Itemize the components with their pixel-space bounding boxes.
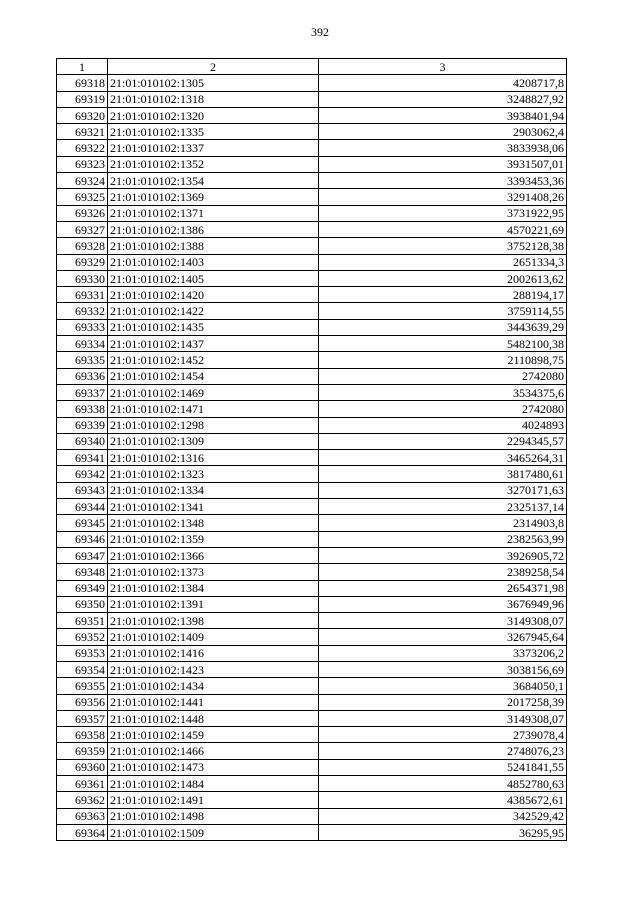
cadastral-number: 21:01:010102:1354 <box>108 173 319 189</box>
cadastral-number: 21:01:010102:1320 <box>108 107 319 123</box>
table-header <box>57 59 567 75</box>
cadastral-number: 21:01:010102:1437 <box>108 336 319 352</box>
cadastral-number: 21:01:010102:1473 <box>108 759 319 775</box>
table-row <box>57 384 567 400</box>
cadastral-number: 21:01:010102:1334 <box>108 482 319 498</box>
row-number: 69318 <box>57 75 108 91</box>
table-row <box>57 645 567 661</box>
cadastral-number: 21:01:010102:1398 <box>108 613 319 629</box>
cadastral-value: 2110898,75 <box>319 352 567 368</box>
cadastral-number: 21:01:010102:1459 <box>108 727 319 743</box>
row-number: 69336 <box>57 368 108 384</box>
table-row <box>57 694 567 710</box>
table-row <box>57 531 567 547</box>
cadastral-value: 2294345,57 <box>319 433 567 449</box>
table-row <box>57 450 567 466</box>
table-row <box>57 189 567 205</box>
header-row <box>57 59 567 75</box>
cadastral-number: 21:01:010102:1471 <box>108 401 319 417</box>
row-number: 69357 <box>57 710 108 726</box>
cadastral-number: 21:01:010102:1323 <box>108 466 319 482</box>
cadastral-value: 2742080 <box>319 368 567 384</box>
table-row <box>57 417 567 433</box>
table-row <box>57 107 567 123</box>
cadastral-number: 21:01:010102:1434 <box>108 678 319 694</box>
table-row <box>57 499 567 515</box>
cadastral-number: 21:01:010102:1316 <box>108 450 319 466</box>
table-row <box>57 124 567 140</box>
row-number: 69355 <box>57 678 108 694</box>
cadastral-number: 21:01:010102:1335 <box>108 124 319 140</box>
row-number: 69359 <box>57 743 108 759</box>
cadastral-value: 5482100,38 <box>319 336 567 352</box>
row-number: 69329 <box>57 254 108 270</box>
cadastral-number: 21:01:010102:1348 <box>108 515 319 531</box>
cadastral-number: 21:01:010102:1416 <box>108 645 319 661</box>
table-row <box>57 613 567 629</box>
cadastral-value: 2325137,14 <box>319 499 567 515</box>
row-number: 69333 <box>57 319 108 335</box>
cadastral-value: 288194,17 <box>319 287 567 303</box>
table-row <box>57 547 567 563</box>
row-number: 69324 <box>57 173 108 189</box>
row-number: 69350 <box>57 596 108 612</box>
row-number: 69338 <box>57 401 108 417</box>
row-number: 69354 <box>57 661 108 677</box>
row-number: 69339 <box>57 417 108 433</box>
table-row <box>57 91 567 107</box>
table-row <box>57 205 567 221</box>
cadastral-number: 21:01:010102:1388 <box>108 238 319 254</box>
row-number: 69363 <box>57 808 108 824</box>
table-row <box>57 678 567 694</box>
page-number: 392 <box>311 25 329 39</box>
cadastral-value: 3684050,1 <box>319 678 567 694</box>
cadastral-number: 21:01:010102:1423 <box>108 661 319 677</box>
table-row <box>57 580 567 596</box>
cadastral-value: 5241841,55 <box>319 759 567 775</box>
cadastral-value: 3393453,36 <box>319 173 567 189</box>
row-number: 69319 <box>57 91 108 107</box>
cadastral-value: 3676949,96 <box>319 596 567 612</box>
row-number: 69345 <box>57 515 108 531</box>
cadastral-value: 2742080 <box>319 401 567 417</box>
cadastral-number: 21:01:010102:1403 <box>108 254 319 270</box>
cadastral-number: 21:01:010102:1466 <box>108 743 319 759</box>
cadastral-value: 3931507,01 <box>319 156 567 172</box>
table-row <box>57 776 567 792</box>
cadastral-value-table <box>56 58 567 841</box>
cadastral-number: 21:01:010102:1491 <box>108 792 319 808</box>
table-row <box>57 336 567 352</box>
table-row <box>57 629 567 645</box>
cadastral-number: 21:01:010102:1435 <box>108 319 319 335</box>
cadastral-value: 3534375,6 <box>319 384 567 400</box>
cadastral-value: 3752128,38 <box>319 238 567 254</box>
table-row <box>57 596 567 612</box>
table-row <box>57 140 567 156</box>
cadastral-number: 21:01:010102:1509 <box>108 824 319 840</box>
row-number: 69358 <box>57 727 108 743</box>
row-number: 69360 <box>57 759 108 775</box>
cadastral-number: 21:01:010102:1498 <box>108 808 319 824</box>
column-header-1: 1 <box>57 59 108 75</box>
row-number: 69356 <box>57 694 108 710</box>
cadastral-number: 21:01:010102:1366 <box>108 547 319 563</box>
row-number: 69344 <box>57 499 108 515</box>
cadastral-value: 2748076,23 <box>319 743 567 759</box>
cadastral-value: 3759114,55 <box>319 303 567 319</box>
cadastral-number: 21:01:010102:1298 <box>108 417 319 433</box>
cadastral-value: 3926905,72 <box>319 547 567 563</box>
table-row <box>57 792 567 808</box>
row-number: 69348 <box>57 564 108 580</box>
cadastral-value: 342529,42 <box>319 808 567 824</box>
table-row <box>57 824 567 840</box>
row-number: 69334 <box>57 336 108 352</box>
cadastral-value: 3291408,26 <box>319 189 567 205</box>
cadastral-value: 3817480,61 <box>319 466 567 482</box>
cadastral-value: 2382563,99 <box>319 531 567 547</box>
cadastral-value: 36295,95 <box>319 824 567 840</box>
row-number: 69347 <box>57 547 108 563</box>
row-number: 69321 <box>57 124 108 140</box>
row-number: 69326 <box>57 205 108 221</box>
cadastral-value: 4385672,61 <box>319 792 567 808</box>
table-row <box>57 743 567 759</box>
table-row <box>57 221 567 237</box>
cadastral-number: 21:01:010102:1305 <box>108 75 319 91</box>
row-number: 69323 <box>57 156 108 172</box>
row-number: 69364 <box>57 824 108 840</box>
row-number: 69325 <box>57 189 108 205</box>
row-number: 69361 <box>57 776 108 792</box>
row-number: 69346 <box>57 531 108 547</box>
cadastral-value: 3373206,2 <box>319 645 567 661</box>
cadastral-number: 21:01:010102:1352 <box>108 156 319 172</box>
table-row <box>57 287 567 303</box>
cadastral-value: 3038156,69 <box>319 661 567 677</box>
cadastral-value: 4208717,8 <box>319 75 567 91</box>
cadastral-value: 3267945,64 <box>319 629 567 645</box>
cadastral-number: 21:01:010102:1337 <box>108 140 319 156</box>
cadastral-number: 21:01:010102:1448 <box>108 710 319 726</box>
row-number: 69322 <box>57 140 108 156</box>
cadastral-number: 21:01:010102:1420 <box>108 287 319 303</box>
cadastral-value: 3938401,94 <box>319 107 567 123</box>
cadastral-number: 21:01:010102:1373 <box>108 564 319 580</box>
cadastral-value: 4852780,63 <box>319 776 567 792</box>
table-row <box>57 238 567 254</box>
table-row <box>57 173 567 189</box>
cadastral-number: 21:01:010102:1341 <box>108 499 319 515</box>
table-row <box>57 808 567 824</box>
cadastral-number: 21:01:010102:1409 <box>108 629 319 645</box>
cadastral-number: 21:01:010102:1359 <box>108 531 319 547</box>
cadastral-number: 21:01:010102:1484 <box>108 776 319 792</box>
table-row <box>57 75 567 91</box>
cadastral-number: 21:01:010102:1386 <box>108 221 319 237</box>
cadastral-number: 21:01:010102:1384 <box>108 580 319 596</box>
table-row <box>57 401 567 417</box>
row-number: 69330 <box>57 270 108 286</box>
row-number: 69353 <box>57 645 108 661</box>
cadastral-value: 2017258,39 <box>319 694 567 710</box>
cadastral-number: 21:01:010102:1318 <box>108 91 319 107</box>
cadastral-value: 4024893 <box>319 417 567 433</box>
row-number: 69328 <box>57 238 108 254</box>
cadastral-value: 4570221,69 <box>319 221 567 237</box>
table-row <box>57 759 567 775</box>
cadastral-value: 2739078,4 <box>319 727 567 743</box>
cadastral-value: 2389258,54 <box>319 564 567 580</box>
row-number: 69352 <box>57 629 108 645</box>
cadastral-number: 21:01:010102:1422 <box>108 303 319 319</box>
table-row <box>57 482 567 498</box>
table-row <box>57 368 567 384</box>
table-body <box>57 75 567 841</box>
table-row <box>57 270 567 286</box>
table-row <box>57 564 567 580</box>
table-row <box>57 433 567 449</box>
cadastral-number: 21:01:010102:1454 <box>108 368 319 384</box>
table-row <box>57 319 567 335</box>
cadastral-value: 3270171,63 <box>319 482 567 498</box>
column-header-3: 3 <box>319 59 567 75</box>
cadastral-value: 2654371,98 <box>319 580 567 596</box>
table-row <box>57 156 567 172</box>
row-number: 69327 <box>57 221 108 237</box>
row-number: 69343 <box>57 482 108 498</box>
row-number: 69332 <box>57 303 108 319</box>
table-row <box>57 303 567 319</box>
cadastral-value: 3149308,07 <box>319 710 567 726</box>
cadastral-number: 21:01:010102:1469 <box>108 384 319 400</box>
cadastral-value: 3248827,92 <box>319 91 567 107</box>
table-row <box>57 710 567 726</box>
table-row <box>57 661 567 677</box>
table-row <box>57 515 567 531</box>
cadastral-value: 2314903,8 <box>319 515 567 531</box>
row-number: 69335 <box>57 352 108 368</box>
cadastral-number: 21:01:010102:1371 <box>108 205 319 221</box>
cadastral-number: 21:01:010102:1369 <box>108 189 319 205</box>
cadastral-value: 3443639,29 <box>319 319 567 335</box>
table-row <box>57 466 567 482</box>
row-number: 69340 <box>57 433 108 449</box>
cadastral-value: 3833938,06 <box>319 140 567 156</box>
cadastral-number: 21:01:010102:1309 <box>108 433 319 449</box>
cadastral-value: 2002613,62 <box>319 270 567 286</box>
row-number: 69342 <box>57 466 108 482</box>
row-number: 69341 <box>57 450 108 466</box>
cadastral-number: 21:01:010102:1391 <box>108 596 319 612</box>
cadastral-number: 21:01:010102:1405 <box>108 270 319 286</box>
cadastral-value: 2651334,3 <box>319 254 567 270</box>
cadastral-value: 3465264,31 <box>319 450 567 466</box>
cadastral-value: 3731922,95 <box>319 205 567 221</box>
cadastral-number: 21:01:010102:1441 <box>108 694 319 710</box>
cadastral-value: 3149308,07 <box>319 613 567 629</box>
column-header-2: 2 <box>108 59 319 75</box>
cadastral-value: 2903062,4 <box>319 124 567 140</box>
table-row <box>57 727 567 743</box>
cadastral-number: 21:01:010102:1452 <box>108 352 319 368</box>
table-row <box>57 254 567 270</box>
row-number: 69337 <box>57 384 108 400</box>
row-number: 69320 <box>57 107 108 123</box>
table-row <box>57 352 567 368</box>
row-number: 69331 <box>57 287 108 303</box>
row-number: 69362 <box>57 792 108 808</box>
row-number: 69351 <box>57 613 108 629</box>
row-number: 69349 <box>57 580 108 596</box>
